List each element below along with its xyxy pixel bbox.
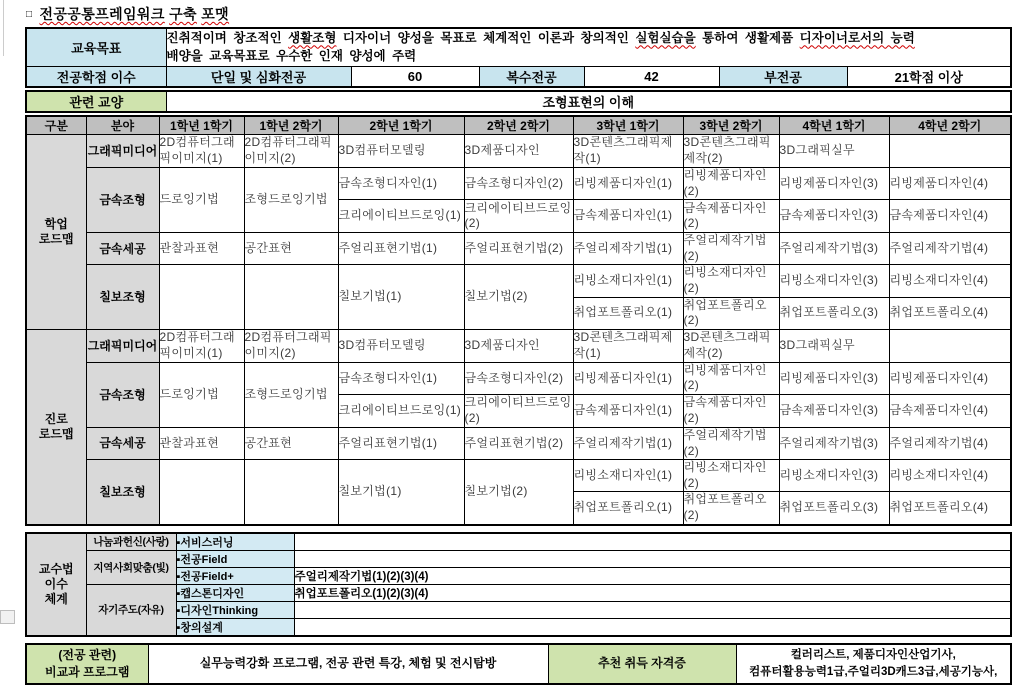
course-cell: 관찰과표현 xyxy=(159,427,244,459)
related-liberal-arts-value: 조형표현의 이해 xyxy=(166,91,1011,112)
section-label-cell xyxy=(26,135,86,330)
method-item-cell: ▪캡스톤디자인 xyxy=(176,584,294,601)
course-cell: 리빙제품디자인(1) xyxy=(573,362,683,394)
teaching-method-label-line: 체계 xyxy=(44,591,68,606)
course-cell: 크리에이티브드로잉(2) xyxy=(464,200,573,233)
course-cell: 리빙제품디자인(3) xyxy=(779,168,889,200)
roadmap-header-cell: 3학년 2학기 xyxy=(683,116,779,135)
section-label-line: 학업 xyxy=(44,217,68,232)
education-goal-row xyxy=(26,28,1011,66)
education-goal-line-2 xyxy=(167,47,1011,65)
roadmap-row xyxy=(26,329,1011,362)
course-cell: 주얼리제작기법(1) xyxy=(573,427,683,459)
roadmap-row xyxy=(26,168,1011,200)
course-cell: 리빙소재디자인(4) xyxy=(889,265,1011,297)
category-cell: 그래픽미디어 xyxy=(86,135,159,168)
roadmap-header-cell: 분야 xyxy=(86,116,159,135)
single-major-label: 단일 및 심화전공 xyxy=(166,66,351,87)
plain-text: 통하여 생활제품 xyxy=(695,31,800,46)
method-group-label-cell: 자기주도(자유) xyxy=(86,584,176,636)
method-item-cell: ▪전공Field xyxy=(176,550,294,567)
course-cell: 2D컴퓨터그래픽이미지(1) xyxy=(159,135,244,168)
course-cell xyxy=(159,265,244,329)
course-cell: 취업포트폴리오(1) xyxy=(573,297,683,329)
course-cell xyxy=(889,135,1011,168)
method-item-cell: ▪디자인Thinking xyxy=(176,601,294,618)
course-cell: 주얼리표현기법(1) xyxy=(338,427,464,459)
roadmap-header-cell: 3학년 1학기 xyxy=(573,116,683,135)
course-cell: 금속제품디자인(2) xyxy=(683,200,779,233)
plain-text: 디자이너 양성을 목표로 체계적인 이론과 창의적인 xyxy=(336,31,636,46)
teaching-method-label-line: 이수 xyxy=(44,576,68,591)
certificates-label: 추천 취득 자격증 xyxy=(548,644,736,684)
course-cell: 주얼리표현기법(1) xyxy=(338,233,464,265)
document-title xyxy=(26,4,1010,24)
course-cell: 주얼리표현기법(2) xyxy=(464,233,573,265)
course-cell: 공간표현 xyxy=(244,427,338,459)
related-liberal-arts-label: 관련 교양 xyxy=(26,91,166,112)
roadmap-row xyxy=(26,135,1011,168)
related-liberal-arts-row xyxy=(26,91,1011,112)
method-value-cell xyxy=(294,618,1011,636)
course-cell: 크리에이티브드로잉(1) xyxy=(338,394,464,427)
course-cell: 리빙제품디자인(2) xyxy=(683,362,779,394)
course-cell: 리빙소재디자인(1) xyxy=(573,265,683,297)
course-cell: 리빙제품디자인(4) xyxy=(889,362,1011,394)
course-cell xyxy=(889,329,1011,362)
course-cell: 3D제품디자인 xyxy=(464,135,573,168)
misspelled-word: 디자이너로서의 능력 xyxy=(799,31,915,46)
course-cell: 리빙소재디자인(2) xyxy=(683,265,779,297)
certificates-line-2: 컴퓨터활용능력1급,주얼리3D캐드3급,세공기능사, xyxy=(749,665,998,678)
course-cell: 금속제품디자인(4) xyxy=(889,200,1011,233)
method-value-cell xyxy=(294,533,1011,551)
misspelled-word: 구축 xyxy=(169,6,197,22)
course-cell: 2D컴퓨터그래픽이미지(2) xyxy=(244,135,338,168)
course-cell: 관찰과표현 xyxy=(159,233,244,265)
roadmap-row xyxy=(26,362,1011,394)
roadmap-header-cell: 2학년 2학기 xyxy=(464,116,573,135)
extracurricular-label-line-1: (전공 관련) xyxy=(58,648,117,663)
document-content xyxy=(25,4,1010,685)
education-goal-line-1 xyxy=(167,29,1011,47)
course-cell: 칠보기법(1) xyxy=(338,265,464,329)
roadmap-header-cell: 2학년 1학기 xyxy=(338,116,464,135)
course-cell xyxy=(159,460,244,525)
teaching-method-row xyxy=(26,584,1011,601)
course-cell: 3D컴퓨터모델링 xyxy=(338,329,464,362)
extracurricular-table xyxy=(25,643,1012,685)
certificates-line-1: 컬러리스트, 제품디자인산업기사, xyxy=(790,649,956,662)
roadmap-header-cell: 4학년 2학기 xyxy=(889,116,1011,135)
related-liberal-arts-table xyxy=(25,90,1012,113)
course-cell: 드로잉기법 xyxy=(159,362,244,427)
course-cell: 금속조형디자인(1) xyxy=(338,362,464,394)
section-label-line: 로드맵 xyxy=(38,231,74,246)
method-group-label-cell: 나눔과헌신(사랑) xyxy=(86,533,176,551)
course-cell: 주얼리제작기법(2) xyxy=(683,427,779,459)
category-cell: 금속세공 xyxy=(86,233,159,265)
section-label-cell xyxy=(26,329,86,524)
category-cell: 칠보조형 xyxy=(86,460,159,525)
course-cell: 금속조형디자인(2) xyxy=(464,168,573,200)
course-cell: 리빙소재디자인(3) xyxy=(779,265,889,297)
course-cell: 3D제품디자인 xyxy=(464,329,573,362)
course-cell: 칠보기법(1) xyxy=(338,460,464,525)
course-cell: 주얼리제작기법(4) xyxy=(889,427,1011,459)
roadmap-row xyxy=(26,427,1011,459)
double-major-label: 복수전공 xyxy=(479,66,584,87)
course-cell: 금속조형디자인(2) xyxy=(464,362,573,394)
method-value-cell: 주얼리제작기법(1)(2)(3)(4) xyxy=(294,567,1011,584)
extracurricular-label xyxy=(26,644,148,684)
misspelled-word: 실험실습을 xyxy=(635,31,696,46)
teaching-method-label-cell xyxy=(26,533,86,636)
minor-label: 부전공 xyxy=(719,66,847,87)
course-cell: 취업포트폴리오(3) xyxy=(779,492,889,525)
course-cell xyxy=(244,460,338,525)
course-cell: 금속제품디자인(1) xyxy=(573,200,683,233)
course-cell: 취업포트폴리오(4) xyxy=(889,297,1011,329)
page-edge-line xyxy=(3,0,4,56)
course-cell: 리빙제품디자인(4) xyxy=(889,168,1011,200)
course-cell: 리빙소재디자인(4) xyxy=(889,460,1011,492)
misspelled-word: 포맷 xyxy=(201,6,230,22)
teaching-method-table xyxy=(25,532,1012,637)
roadmap-header-cell: 1학년 2학기 xyxy=(244,116,338,135)
course-cell: 금속제품디자인(3) xyxy=(779,394,889,427)
method-item-cell: ▪전공Field+ xyxy=(176,567,294,584)
misspelled-word: 전공공통프레임워크 xyxy=(39,6,165,22)
method-value-cell: 취업포트폴리오(1)(2)(3)(4) xyxy=(294,584,1011,601)
course-cell: 리빙소재디자인(2) xyxy=(683,460,779,492)
category-cell: 금속조형 xyxy=(86,168,159,233)
extracurricular-row xyxy=(26,644,1011,684)
course-cell: 조형드로잉기법 xyxy=(244,168,338,233)
course-cell: 3D그래픽실무 xyxy=(779,135,889,168)
course-cell: 3D컴퓨터모델링 xyxy=(338,135,464,168)
plain-text: 진취적이며 창조적인 xyxy=(166,31,289,46)
course-cell: 금속조형디자인(1) xyxy=(338,168,464,200)
roadmap-row xyxy=(26,460,1011,492)
course-cell: 취업포트폴리오(3) xyxy=(779,297,889,329)
course-cell: 2D컴퓨터그래픽이미지(2) xyxy=(244,329,338,362)
course-cell: 2D컴퓨터그래픽이미지(1) xyxy=(159,329,244,362)
roadmap-row xyxy=(26,265,1011,297)
course-cell: 리빙소재디자인(1) xyxy=(573,460,683,492)
category-cell: 그래픽미디어 xyxy=(86,329,159,362)
roadmap-header-cell: 구분 xyxy=(26,116,86,135)
course-cell: 취업포트폴리오(2) xyxy=(683,492,779,525)
course-cell: 리빙제품디자인(1) xyxy=(573,168,683,200)
course-cell: 주얼리제작기법(2) xyxy=(683,233,779,265)
course-cell: 크리에이티브드로잉(1) xyxy=(338,200,464,233)
teaching-method-row xyxy=(26,533,1011,551)
category-cell: 칠보조형 xyxy=(86,265,159,329)
document-title-text xyxy=(39,6,229,22)
course-cell: 주얼리제작기법(1) xyxy=(573,233,683,265)
extracurricular-value: 실무능력강화 프로그램, 전공 관련 특강, 체험 및 전시탐방 xyxy=(148,644,548,684)
course-cell: 공간표현 xyxy=(244,233,338,265)
viewer-corner-artifact xyxy=(0,610,15,624)
category-cell: 금속조형 xyxy=(86,362,159,427)
course-cell: 리빙제품디자인(3) xyxy=(779,362,889,394)
course-cell: 3D콘텐츠그래픽제작(2) xyxy=(683,135,779,168)
course-cell: 리빙소재디자인(3) xyxy=(779,460,889,492)
education-goal-text xyxy=(166,28,1011,66)
course-cell: 취업포트폴리오(4) xyxy=(889,492,1011,525)
teaching-method-row xyxy=(26,550,1011,567)
course-cell: 드로잉기법 xyxy=(159,168,244,233)
method-value-cell xyxy=(294,550,1011,567)
course-cell: 주얼리제작기법(3) xyxy=(779,233,889,265)
course-cell xyxy=(244,265,338,329)
course-cell: 금속제품디자인(4) xyxy=(889,394,1011,427)
course-cell: 금속제품디자인(2) xyxy=(683,394,779,427)
course-cell: 취업포트폴리오(2) xyxy=(683,297,779,329)
method-value-cell xyxy=(294,601,1011,618)
course-cell: 3D그래픽실무 xyxy=(779,329,889,362)
course-cell: 크리에이티브드로잉(2) xyxy=(464,394,573,427)
course-cell: 3D콘텐츠그래픽제작(1) xyxy=(573,329,683,362)
minor-value: 21학점 이상 xyxy=(847,66,1011,87)
course-cell: 칠보기법(2) xyxy=(464,265,573,329)
roadmap-header-cell: 1학년 1학기 xyxy=(159,116,244,135)
education-goal-label: 교육목표 xyxy=(26,28,166,66)
section-label-line: 진로 xyxy=(44,412,68,427)
roadmap-header-row xyxy=(26,116,1011,135)
curriculum-roadmap-table xyxy=(25,115,1012,526)
roadmap-row xyxy=(26,233,1011,265)
course-cell: 금속제품디자인(3) xyxy=(779,200,889,233)
category-cell: 금속세공 xyxy=(86,427,159,459)
course-cell: 주얼리제작기법(4) xyxy=(889,233,1011,265)
course-cell: 3D콘텐츠그래픽제작(1) xyxy=(573,135,683,168)
plain-text: 배양을 교육목표로 우수한 인재 양성에 주력 xyxy=(166,49,417,64)
roadmap-header-cell: 4학년 1학기 xyxy=(779,116,889,135)
certificates-value xyxy=(736,644,1011,684)
section-label-line: 로드맵 xyxy=(38,426,74,441)
method-item-cell: ▪창의설계 xyxy=(176,618,294,636)
major-credits-label: 전공학점 이수 xyxy=(26,66,166,87)
education-goal-table xyxy=(25,27,1012,88)
course-cell: 금속제품디자인(1) xyxy=(573,394,683,427)
course-cell: 주얼리제작기법(3) xyxy=(779,427,889,459)
course-cell: 조형드로잉기법 xyxy=(244,362,338,427)
square-bullet-icon: □ xyxy=(26,9,33,20)
major-credits-row xyxy=(26,66,1011,87)
single-major-value: 60 xyxy=(351,66,479,87)
teaching-method-label-line: 교수법 xyxy=(38,561,74,576)
course-cell: 리빙제품디자인(2) xyxy=(683,168,779,200)
method-group-label-cell: 지역사회맞춤(빛) xyxy=(86,550,176,584)
course-cell: 칠보기법(2) xyxy=(464,460,573,525)
extracurricular-label-line-2: 비교과 프로그램 xyxy=(45,664,130,679)
course-cell: 3D콘텐츠그래픽제작(2) xyxy=(683,329,779,362)
course-cell: 주얼리표현기법(2) xyxy=(464,427,573,459)
double-major-value: 42 xyxy=(584,66,719,87)
method-item-cell: ▪서비스러닝 xyxy=(176,533,294,551)
course-cell: 취업포트폴리오(1) xyxy=(573,492,683,525)
misspelled-word: 생활조형 xyxy=(288,31,337,46)
